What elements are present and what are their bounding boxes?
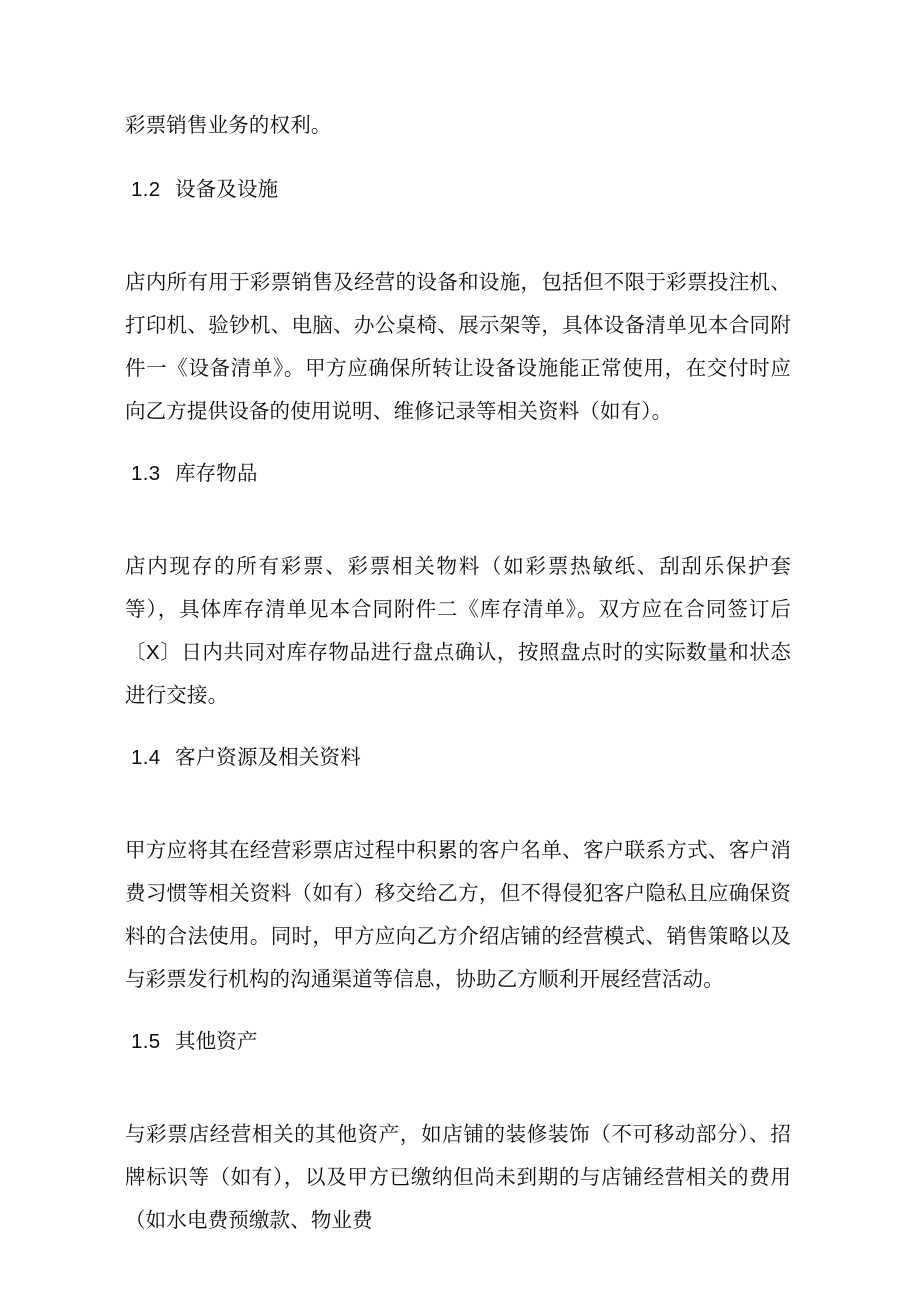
heading-1-4-number: 1.4 <box>131 746 161 769</box>
heading-1-4-title: 客户资源及相关资料 <box>175 746 361 769</box>
paragraph-1-2: 店内所有用于彩票销售及经营的设备和设施，包括但不限于彩票投注机、打印机、验钞机、电脑、办公桌椅、展示架等，具体设备清单见本合同附件一《设备清单》。甲方应确保所转让设备设施能正常使用，在交付时应向乙方提供设备的使用说明、维修记录等相关资料（如有）。 <box>125 271 791 423</box>
heading-1-5-title: 其他资产 <box>175 1030 258 1053</box>
paragraph-1-4: 甲方应将其在经营彩票店过程中积累的客户名单、客户联系方式、客户消费习惯等相关资料（如有）移交给乙方，但不得侵犯客户隐私且应确保资料的合法使用。同时，甲方应向乙方介绍店铺的经营模式、销售策略以及与彩票发行机构的沟通渠道等信息，协助乙方顺利开展经营活动。 <box>125 839 791 991</box>
heading-1-4 <box>125 736 791 779</box>
heading-1-2-number: 1.2 <box>131 178 161 201</box>
paragraph-1-3: 店内现存的所有彩票、彩票相关物料（如彩票热敏纸、刮刮乐保护套等），具体库存清单见本合同附件二《库存清单》。双方应在合同签订后〔X〕日内共同对库存物品进行盘点确认，按照盘点时的实际数量和状态进行交接。 <box>125 555 791 707</box>
heading-1-5 <box>125 1020 791 1063</box>
paragraph-1-5: 与彩票店经营相关的其他资产，如店铺的装修装饰（不可移动部分）、招牌标识等（如有），以及甲方已缴纳但尚未到期的与店铺经营相关的费用（如水电费预缴款、物业费 <box>125 1123 791 1232</box>
heading-1-2 <box>125 168 791 211</box>
continued-paragraph: 彩票销售业务的权利。 <box>125 114 332 137</box>
heading-1-3-title: 库存物品 <box>175 462 258 485</box>
heading-1-2-title: 设备及设施 <box>175 178 279 201</box>
document-body <box>125 104 791 1242</box>
heading-1-3-number: 1.3 <box>131 462 161 485</box>
heading-1-3 <box>125 452 791 495</box>
heading-1-5-number: 1.5 <box>131 1030 161 1053</box>
